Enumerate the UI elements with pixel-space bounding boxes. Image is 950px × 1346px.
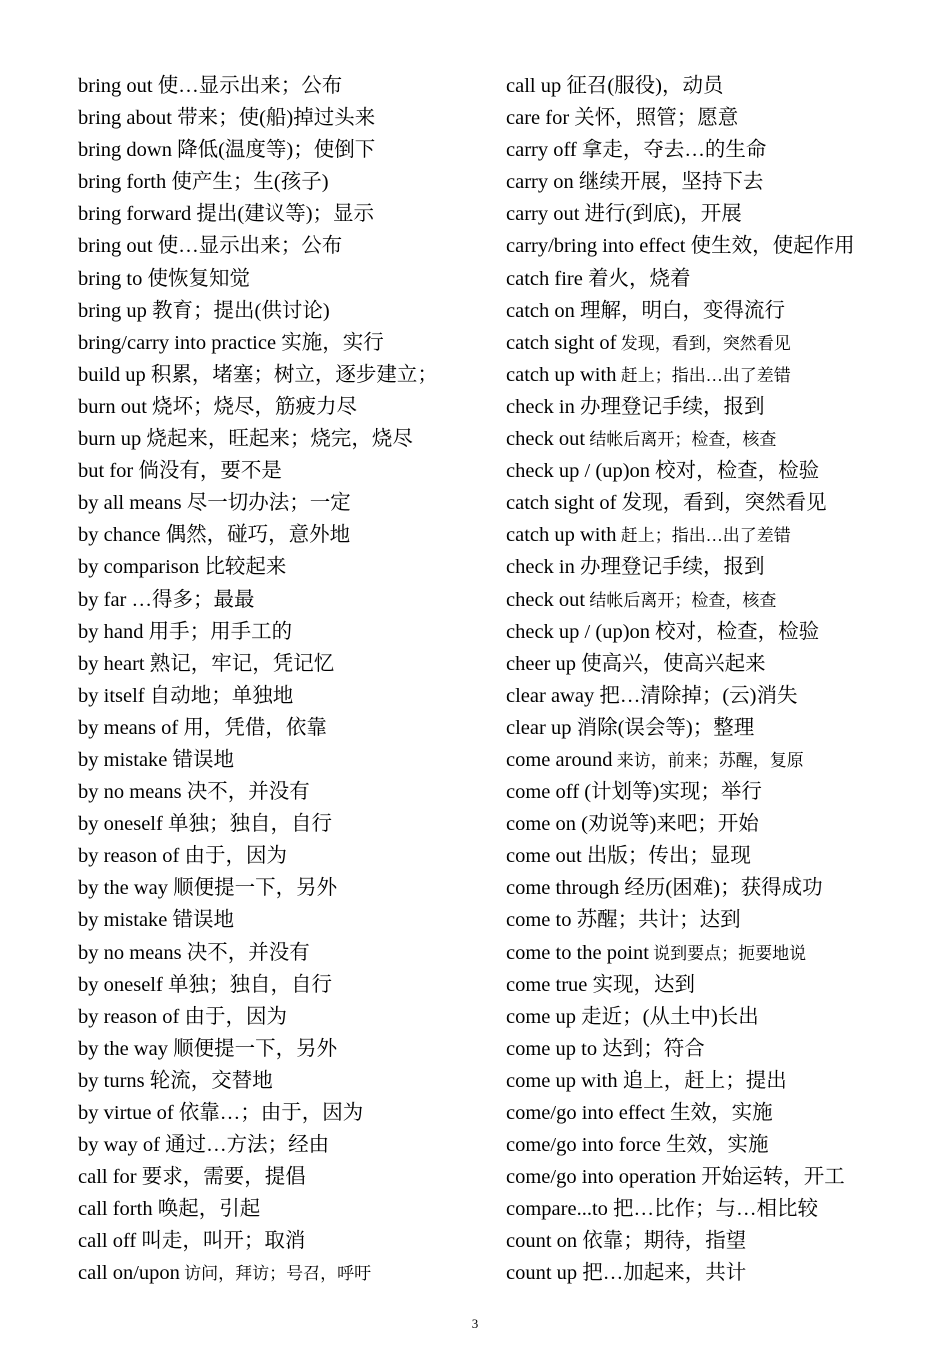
vocab-definition: 自动地；单独地 [144, 684, 294, 707]
vocab-definition: 结帐后离开；检查，核查 [585, 590, 777, 610]
vocab-term: carry off [506, 139, 577, 162]
vocab-definition: 苏醒；共计；达到 [571, 909, 741, 932]
vocab-definition: 征召(服役)，动员 [561, 75, 724, 97]
vocab-term: bring up [78, 299, 147, 322]
vocab-term: check up / (up)on [506, 620, 651, 643]
vocab-term: by means of [78, 716, 179, 739]
vocab-entry [506, 1033, 946, 1065]
vocab-term: come around [506, 748, 613, 771]
vocab-definition: 熟记，牢记，凭记忆 [144, 652, 335, 675]
vocab-definition: (劝说等)来吧；开始 [576, 813, 759, 836]
vocab-entry [78, 969, 498, 1001]
vocab-definition: 教育；提出(供讨论) [146, 299, 330, 322]
vocab-term: by virtue of [78, 1102, 174, 1124]
vocab-term: by oneself [78, 973, 163, 996]
vocab-term: by chance [78, 524, 161, 547]
vocab-entry [506, 391, 946, 423]
vocab-entry [506, 327, 946, 359]
vocab-definition: 由于，因为 [179, 845, 287, 868]
vocab-term: catch on [506, 299, 575, 322]
vocab-entry [78, 616, 498, 648]
vocab-entry [506, 616, 946, 648]
vocab-definition: 错误地 [167, 909, 235, 932]
vocab-term: by all means [78, 492, 182, 515]
vocab-term: call for [78, 1166, 137, 1189]
vocab-entry [506, 263, 946, 295]
vocab-term: clear away [506, 684, 595, 707]
vocab-definition: 通过…方法；经由 [159, 1134, 330, 1157]
vocab-entry [506, 198, 946, 230]
vocab-term: come/go into effect [506, 1102, 666, 1124]
vocab-term: come through [506, 877, 620, 900]
vocab-term: but for [78, 460, 134, 483]
vocab-definition: 积累，堵塞；树立，逐步建立； [145, 363, 438, 386]
vocab-entry [78, 166, 498, 198]
vocab-definition: 偶然，碰巧，意外地 [160, 524, 351, 547]
vocab-term: by heart [78, 652, 145, 675]
vocab-entry [78, 937, 498, 969]
vocab-entry [506, 840, 946, 872]
vocab-definition: 着火，烧着 [582, 267, 691, 290]
vocab-entry [506, 102, 946, 134]
vocab-entry [78, 263, 498, 295]
vocab-entry [506, 776, 946, 808]
vocab-definition: 带来；使(船)掉过头来 [171, 107, 376, 130]
vocab-definition: 经历(困难)；获得成功 [619, 877, 823, 900]
vocab-entry [78, 1257, 498, 1289]
vocab-term: care for [506, 107, 570, 130]
vocab-term: carry on [506, 171, 574, 194]
vocab-term: come/go into operation [506, 1166, 697, 1189]
vocab-entry [506, 1193, 946, 1225]
vocab-definition: 发现，看到，突然看见 [616, 492, 827, 515]
vocab-term: by far [78, 588, 127, 611]
vocab-definition: 生效，实施 [665, 1102, 773, 1124]
vocab-definition: 办理登记手续，报到 [574, 395, 765, 418]
vocab-entry [78, 744, 498, 776]
vocab-entry [78, 391, 498, 423]
vocab-definition: 要求，需要，提倡 [136, 1166, 306, 1189]
vocab-entry [506, 1225, 946, 1257]
vocab-entry [506, 680, 946, 712]
vocab-entry [78, 712, 498, 744]
vocab-definition: 错误地 [167, 748, 235, 771]
vocab-entry [78, 487, 498, 519]
vocab-entry [506, 584, 946, 616]
vocab-term: check in [506, 556, 575, 579]
vocab-entry [506, 166, 946, 198]
vocab-definition: 访问，拜访；号召，呼吁 [179, 1264, 372, 1284]
vocab-definition: 追上，赶上；提出 [617, 1069, 787, 1092]
vocab-definition: 比较起来 [199, 556, 287, 579]
vocab-term: clear up [506, 716, 572, 739]
vocab-definition: 开始运转，开工 [696, 1166, 845, 1189]
vocab-entry [78, 359, 498, 391]
vocab-entry [78, 776, 498, 808]
vocab-definition: …得多；最最 [126, 588, 255, 611]
page-number: 3 [471, 1316, 479, 1331]
vocab-term: catch sight of [506, 492, 617, 515]
vocab-entry [78, 198, 498, 230]
vocab-term: come out [506, 845, 582, 868]
vocab-definition: 倘没有，要不是 [133, 460, 282, 483]
vocab-term: call off [78, 1230, 137, 1253]
vocab-entry [506, 134, 946, 166]
vocab-entry [506, 1001, 946, 1033]
vocab-definition: 提出(建议等)；显示 [191, 203, 375, 226]
vocab-entry [78, 295, 498, 327]
vocab-definition: 依靠…；由于，因为 [173, 1102, 364, 1124]
vocab-entry [506, 937, 946, 969]
vocab-entry [506, 1129, 946, 1161]
vocab-term: bring about [78, 107, 172, 130]
vocab-term: by reason of [78, 1005, 180, 1028]
vocab-entry [78, 648, 498, 680]
vocab-term: bring down [78, 139, 172, 162]
vocab-term: call on/upon [78, 1262, 180, 1285]
vocab-definition: 说到要点；扼要地说 [648, 943, 807, 963]
vocab-entry [506, 648, 946, 680]
vocab-definition: 结帐后离开；检查，核查 [585, 430, 777, 450]
vocab-definition: 继续开展，坚持下去 [573, 171, 764, 194]
vocab-term: by mistake [78, 909, 168, 932]
vocab-term: check up / (up)on [506, 460, 651, 483]
vocab-definition: 使恢复知觉 [142, 267, 250, 290]
vocab-term: bring out [78, 235, 153, 258]
vocab-definition: 用手；用手工的 [143, 620, 293, 643]
vocab-term: bring forward [78, 203, 192, 226]
vocab-term: catch sight of [506, 331, 617, 354]
vocab-entry [78, 1097, 498, 1129]
vocab-term: count up [506, 1262, 578, 1285]
vocab-definition: 校对，检查，检验 [650, 460, 820, 483]
vocab-definition: 实施，实行 [276, 331, 384, 354]
vocab-term: by oneself [78, 813, 163, 836]
vocab-term: catch up with [506, 524, 617, 547]
vocab-term: come up with [506, 1069, 618, 1092]
vocab-definition: 单独；独自，自行 [162, 973, 332, 996]
vocab-entry [506, 70, 946, 102]
vocab-entry [506, 1097, 946, 1129]
vocab-term: come/go into force [506, 1134, 661, 1157]
vocab-term: by way of [78, 1134, 160, 1157]
vocab-term: by comparison [78, 556, 200, 579]
vocab-definition: 赶上；指出…出了差错 [616, 365, 791, 385]
vocab-entry [78, 1065, 498, 1097]
vocab-term: come off [506, 781, 580, 804]
vocab-definition: 生效，实施 [660, 1134, 769, 1157]
vocab-entry [506, 359, 946, 391]
vocab-entry [78, 327, 498, 359]
vocab-definition: 使高兴，使高兴起来 [576, 652, 766, 675]
vocab-definition: 校对，检查，检验 [650, 620, 820, 643]
vocab-term: cheer up [506, 652, 576, 675]
vocab-entry [506, 230, 946, 262]
vocab-entry [506, 1065, 946, 1097]
vocab-term: by itself [78, 684, 145, 707]
vocab-term: catch fire [506, 267, 583, 290]
vocab-entry [78, 584, 498, 616]
vocab-entry [78, 840, 498, 872]
vocab-definition: 由于，因为 [179, 1005, 287, 1028]
vocab-term: come up [506, 1005, 577, 1028]
vocab-term: by the way [78, 1037, 168, 1060]
vocab-entry [78, 230, 498, 262]
vocab-definition: 发现，看到，突然看见 [616, 333, 791, 353]
vocab-definition: 用，凭借，依靠 [178, 716, 327, 739]
vocab-definition: 实现，达到 [587, 973, 696, 996]
vocab-term: build up [78, 363, 146, 386]
vocab-definition: 降低(温度等)；使倒下 [171, 139, 376, 162]
vocab-definition: 顺便提一下，另外 [167, 1037, 338, 1060]
vocab-term: bring/carry into practice [78, 331, 277, 354]
vocab-definition: 轮流，交替地 [144, 1069, 273, 1092]
vocab-definition: 决不，并没有 [181, 941, 310, 964]
vocab-term: by turns [78, 1069, 145, 1092]
vocab-definition: 把…清除掉；(云)消失 [594, 684, 798, 707]
vocab-entry [78, 1001, 498, 1033]
vocab-entry [506, 1257, 946, 1289]
vocab-term: bring forth [78, 171, 167, 194]
vocab-entry [506, 872, 946, 904]
vocab-term: call up [506, 75, 562, 97]
vocab-term: burn up [78, 428, 142, 451]
vocab-definition: 依靠；期待，指望 [577, 1230, 747, 1253]
vocab-term: bring to [78, 267, 143, 290]
vocab-term: carry out [506, 203, 580, 226]
vocab-entry [78, 423, 498, 455]
vocab-definition: 消除(误会等)；整理 [571, 716, 755, 739]
vocab-entry [506, 904, 946, 936]
vocab-term: count on [506, 1230, 578, 1253]
vocab-entry [78, 70, 498, 102]
vocab-definition: 进行(到底)，开展 [579, 203, 742, 226]
vocab-definition: 使产生；生(孩子) [166, 171, 329, 194]
vocab-entry [506, 519, 946, 551]
vocab-term: call forth [78, 1198, 153, 1221]
vocab-definition: 使…显示出来；公布 [152, 75, 343, 97]
vocab-entry [506, 551, 946, 583]
vocab-definition: 来访，前来；苏醒，复原 [612, 750, 804, 770]
vocab-definition: 唤起，引起 [152, 1198, 261, 1221]
vocab-definition: 使…显示出来；公布 [152, 235, 343, 258]
vocab-term: bring out [78, 75, 153, 97]
vocab-term: compare...to [506, 1198, 608, 1221]
vocab-definition: 关怀，照管；愿意 [569, 107, 739, 130]
vocab-definition: 决不，并没有 [181, 781, 310, 804]
vocab-term: check out [506, 588, 586, 611]
vocab-definition: 单独；独自，自行 [162, 813, 332, 836]
vocab-term: come up to [506, 1037, 598, 1060]
vocab-definition: 把…加起来，共计 [577, 1262, 747, 1285]
vocab-entry [78, 872, 498, 904]
vocab-term: by no means [78, 941, 182, 964]
vocab-entry [78, 519, 498, 551]
vocab-entry [78, 1225, 498, 1257]
vocab-term: come true [506, 973, 588, 996]
vocab-term: by hand [78, 620, 144, 643]
vocab-entry [78, 904, 498, 936]
vocab-definition: 烧坏；烧尽，筋疲力尽 [146, 395, 358, 418]
vocab-entry [506, 487, 946, 519]
vocab-entry [506, 808, 946, 840]
vocab-definition: 走近；(从土中)长出 [576, 1005, 759, 1028]
vocab-definition: 把…比作；与…相比较 [607, 1198, 819, 1221]
vocab-term: check out [506, 428, 586, 451]
vocab-definition: 拿走，夺去…的生命 [576, 139, 767, 162]
vocab-term: catch up with [506, 363, 617, 386]
vocab-definition: 出版；传出；显现 [581, 845, 751, 868]
vocab-entry [78, 102, 498, 134]
vocab-definition: 顺便提一下，另外 [167, 877, 338, 900]
vocab-term: carry/bring into effect [506, 235, 686, 258]
vocab-term: by the way [78, 877, 168, 900]
vocab-term: burn out [78, 395, 147, 418]
vocab-term: come to [506, 909, 572, 932]
vocab-entry [78, 680, 498, 712]
vocab-entry [78, 455, 498, 487]
right-column [506, 70, 946, 1290]
vocab-entry [506, 969, 946, 1001]
vocab-entry [78, 808, 498, 840]
vocab-entry [78, 134, 498, 166]
vocab-definition: (计划等)实现；举行 [579, 781, 762, 804]
vocab-entry [506, 744, 946, 776]
vocab-definition: 赶上；指出…出了差错 [616, 526, 791, 546]
vocab-entry [506, 295, 946, 327]
vocab-term: by reason of [78, 845, 180, 868]
vocab-entry [78, 551, 498, 583]
left-column [78, 70, 498, 1290]
vocab-definition: 理解，明白，变得流行 [574, 299, 785, 322]
vocab-term: check in [506, 395, 575, 418]
vocab-entry [78, 1193, 498, 1225]
vocab-entry [78, 1129, 498, 1161]
vocab-definition: 办理登记手续，报到 [574, 556, 765, 579]
vocab-entry [78, 1161, 498, 1193]
vocab-entry [506, 712, 946, 744]
vocab-term: by no means [78, 781, 182, 804]
vocab-entry [506, 1161, 946, 1193]
vocab-definition: 叫走，叫开；取消 [136, 1230, 306, 1253]
vocab-definition: 烧起来，旺起来；烧完，烧尽 [141, 428, 413, 451]
vocab-term: come on [506, 813, 577, 836]
vocab-entry [78, 1033, 498, 1065]
vocab-term: by mistake [78, 748, 168, 771]
vocab-entry [506, 455, 946, 487]
vocab-definition: 尽一切办法；一定 [181, 492, 351, 515]
vocab-definition: 使生效，使起作用 [685, 235, 855, 258]
vocab-entry [506, 423, 946, 455]
vocab-definition: 达到；符合 [597, 1037, 705, 1060]
vocab-term: come to the point [506, 941, 649, 964]
